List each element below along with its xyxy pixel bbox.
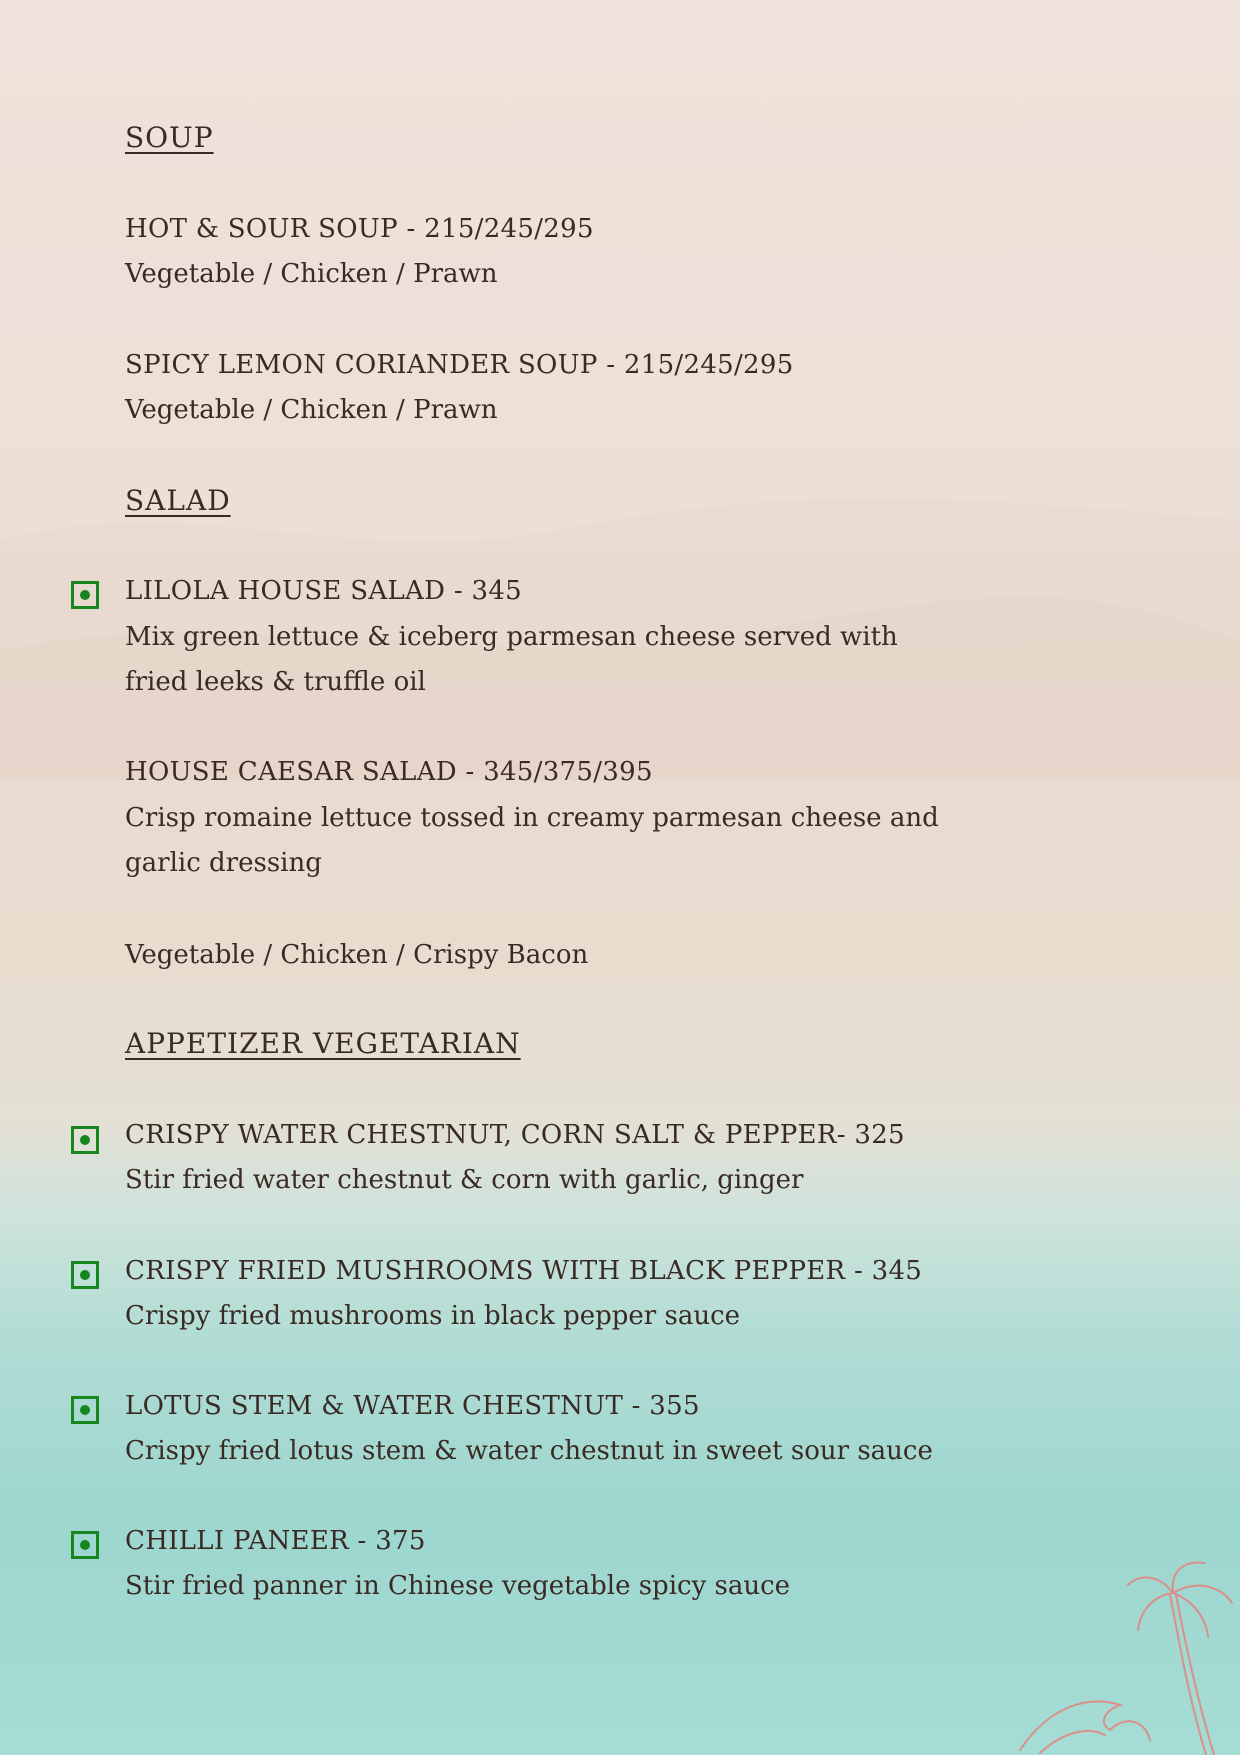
section-heading-salad: SALAD bbox=[125, 484, 231, 517]
section-heading-soup: SOUP bbox=[125, 121, 214, 154]
veg-indicator-icon bbox=[71, 1531, 99, 1559]
menu-item-title: CRISPY FRIED MUSHROOMS WITH BLACK PEPPER - 345 bbox=[125, 1256, 923, 1286]
veg-indicator-icon bbox=[71, 1261, 99, 1289]
menu-item-description: Crispy fried lotus stem & water chestnut in sweet sour sauce bbox=[125, 1436, 933, 1466]
menu-item-description: Stir fried panner in Chinese vegetable spicy sauce bbox=[125, 1571, 791, 1601]
menu-item-description: Vegetable / Chicken / Prawn bbox=[125, 395, 498, 425]
menu-item-title: CRISPY WATER CHESTNUT, CORN SALT & PEPPER- 325 bbox=[125, 1120, 905, 1150]
menu-item-title: LOTUS STEM & WATER CHESTNUT - 355 bbox=[125, 1391, 700, 1421]
veg-indicator-icon bbox=[71, 581, 99, 609]
menu-item-options: Vegetable / Chicken / Crispy Bacon bbox=[125, 940, 589, 970]
menu-item-description: Crisp romaine lettuce tossed in creamy parmesan cheese and garlic dressing bbox=[125, 803, 939, 878]
menu-item-description: Vegetable / Chicken / Prawn bbox=[125, 259, 498, 289]
menu-item-description: Stir fried water chestnut & corn with garlic, ginger bbox=[125, 1165, 804, 1195]
menu-item-title: HOUSE CAESAR SALAD - 345/375/395 bbox=[125, 757, 653, 787]
palm-tree-wave-icon bbox=[1010, 1555, 1240, 1755]
menu-item-title: LILOLA HOUSE SALAD - 345 bbox=[125, 576, 522, 606]
veg-indicator-icon bbox=[71, 1396, 99, 1424]
section-heading-appetizer-vegetarian: APPETIZER VEGETARIAN bbox=[125, 1027, 521, 1060]
menu-item-description: Mix green lettuce & iceberg parmesan cheese served with fried leeks & truffle oil bbox=[125, 622, 898, 697]
menu-item-description: Crispy fried mushrooms in black pepper sauce bbox=[125, 1301, 741, 1331]
veg-indicator-icon bbox=[71, 1126, 99, 1154]
menu-item-title: CHILLI PANEER - 375 bbox=[125, 1526, 426, 1556]
menu-item-title: SPICY LEMON CORIANDER SOUP - 215/245/295 bbox=[125, 350, 794, 380]
menu-item-title: HOT & SOUR SOUP - 215/245/295 bbox=[125, 214, 594, 244]
